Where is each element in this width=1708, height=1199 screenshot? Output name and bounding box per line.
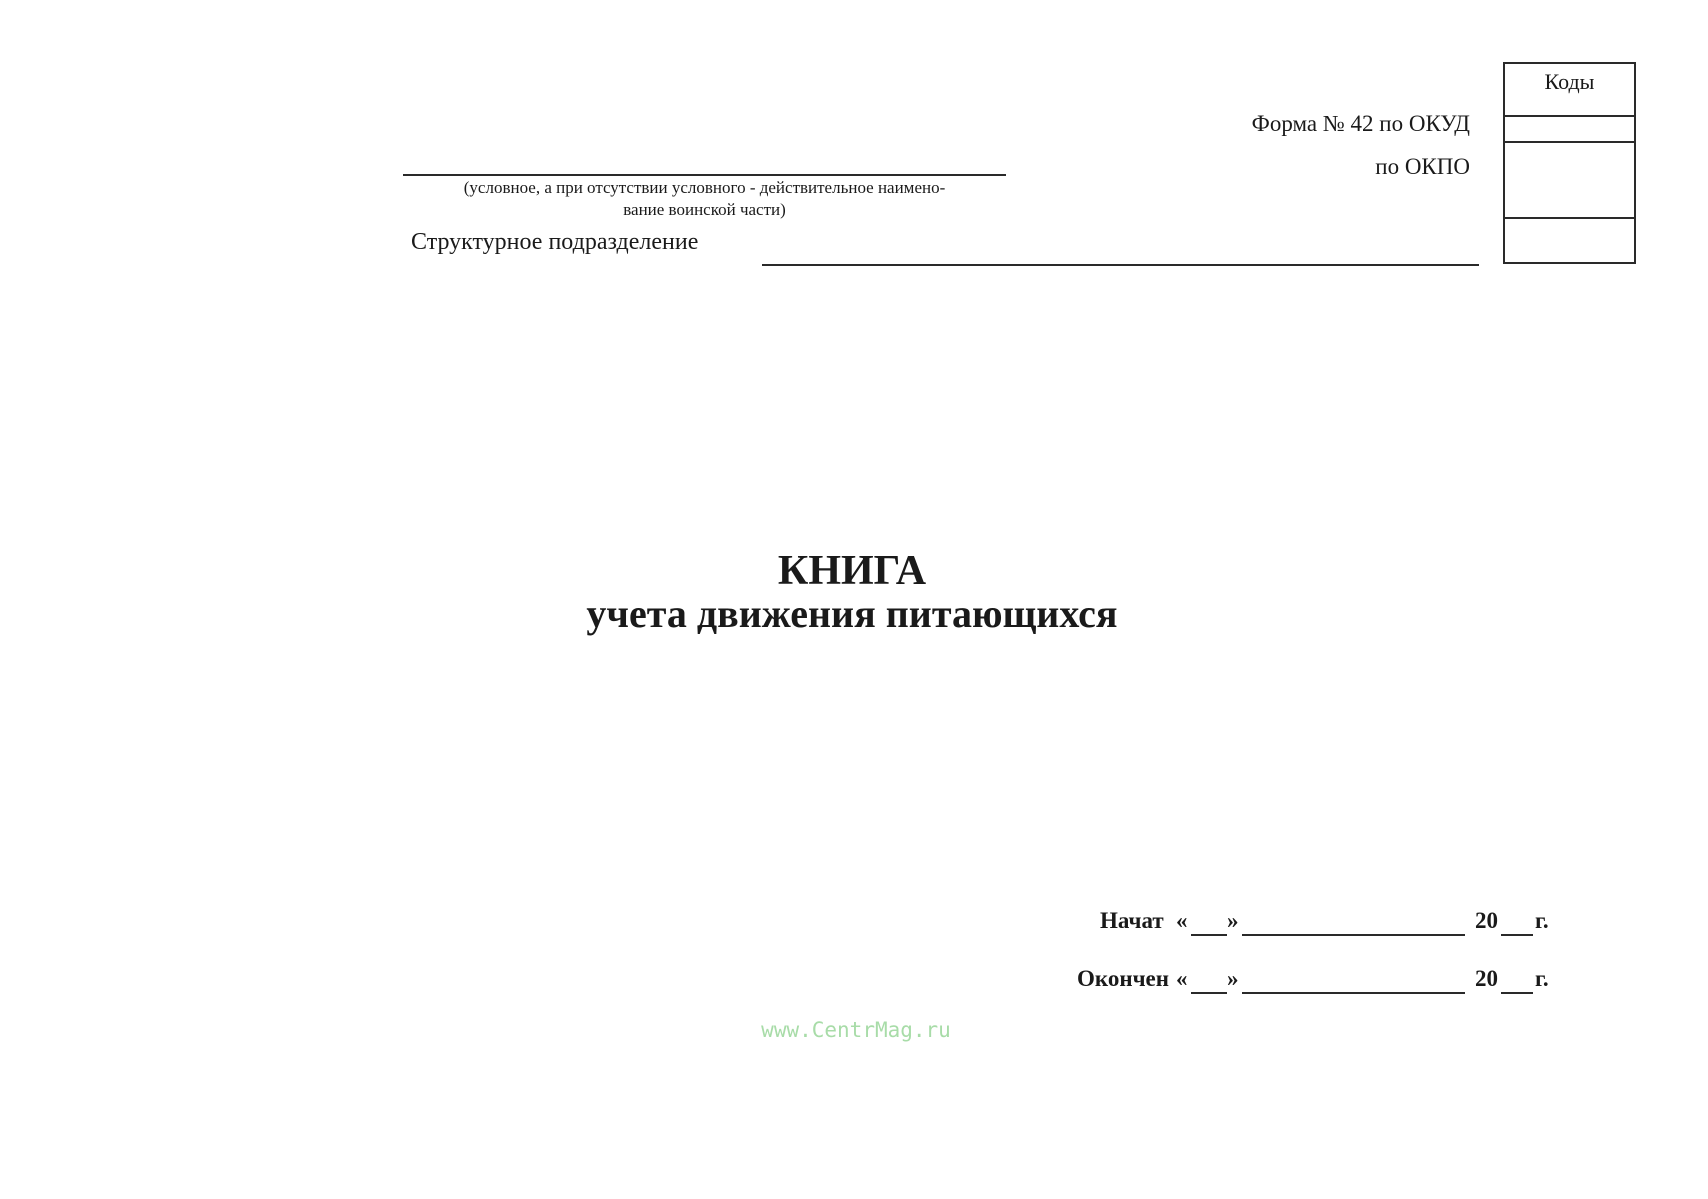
watermark bbox=[0, 1018, 1708, 1042]
title-sub: учета движения питающихся bbox=[586, 591, 1118, 636]
unit-name-line bbox=[403, 174, 1006, 176]
codes-row-divider bbox=[1505, 217, 1634, 219]
codes-row-divider bbox=[1505, 141, 1634, 143]
okpo-label: по ОКПО bbox=[1375, 154, 1470, 179]
date-started-year-prefix: 20 bbox=[1475, 908, 1498, 933]
date-started-open-quote: « bbox=[1176, 908, 1188, 933]
date-started-month-line bbox=[1242, 934, 1465, 936]
date-started-day-line bbox=[1191, 934, 1227, 936]
title-main: КНИГА bbox=[777, 548, 927, 594]
unit-caption-line1: (условное, а при отсутствии условного - действительное наимено- bbox=[463, 178, 946, 197]
unit-caption-line2: вание воинской части) bbox=[623, 200, 786, 219]
date-started-year-suffix: г. bbox=[1535, 908, 1549, 933]
structural-subdivision-label: Структурное подразделение bbox=[411, 229, 699, 255]
codes-table bbox=[1503, 62, 1636, 264]
date-ended-year-suffix: г. bbox=[1535, 966, 1549, 991]
date-started-label: Начат bbox=[1100, 908, 1164, 933]
date-ended-day-line bbox=[1191, 992, 1227, 994]
date-ended-year-line bbox=[1501, 992, 1533, 994]
codes-row-divider bbox=[1505, 115, 1634, 117]
unit-name-caption bbox=[403, 177, 1006, 221]
watermark-text: www.CentrMag.ru bbox=[761, 1018, 951, 1042]
date-ended-month-line bbox=[1242, 992, 1465, 994]
date-ended bbox=[1070, 966, 1550, 996]
structural-subdivision-line bbox=[762, 264, 1479, 266]
date-ended-open-quote: « bbox=[1176, 966, 1188, 991]
date-started-close-quote: » bbox=[1227, 908, 1239, 933]
form-okud-label: Форма № 42 по ОКУД bbox=[1251, 111, 1470, 136]
codes-header: Коды bbox=[1544, 69, 1595, 94]
date-ended-close-quote: » bbox=[1227, 966, 1239, 991]
date-ended-label: Окончен bbox=[1077, 966, 1170, 991]
date-started bbox=[1070, 908, 1550, 938]
date-started-year-line bbox=[1501, 934, 1533, 936]
date-ended-year-prefix: 20 bbox=[1475, 966, 1498, 991]
